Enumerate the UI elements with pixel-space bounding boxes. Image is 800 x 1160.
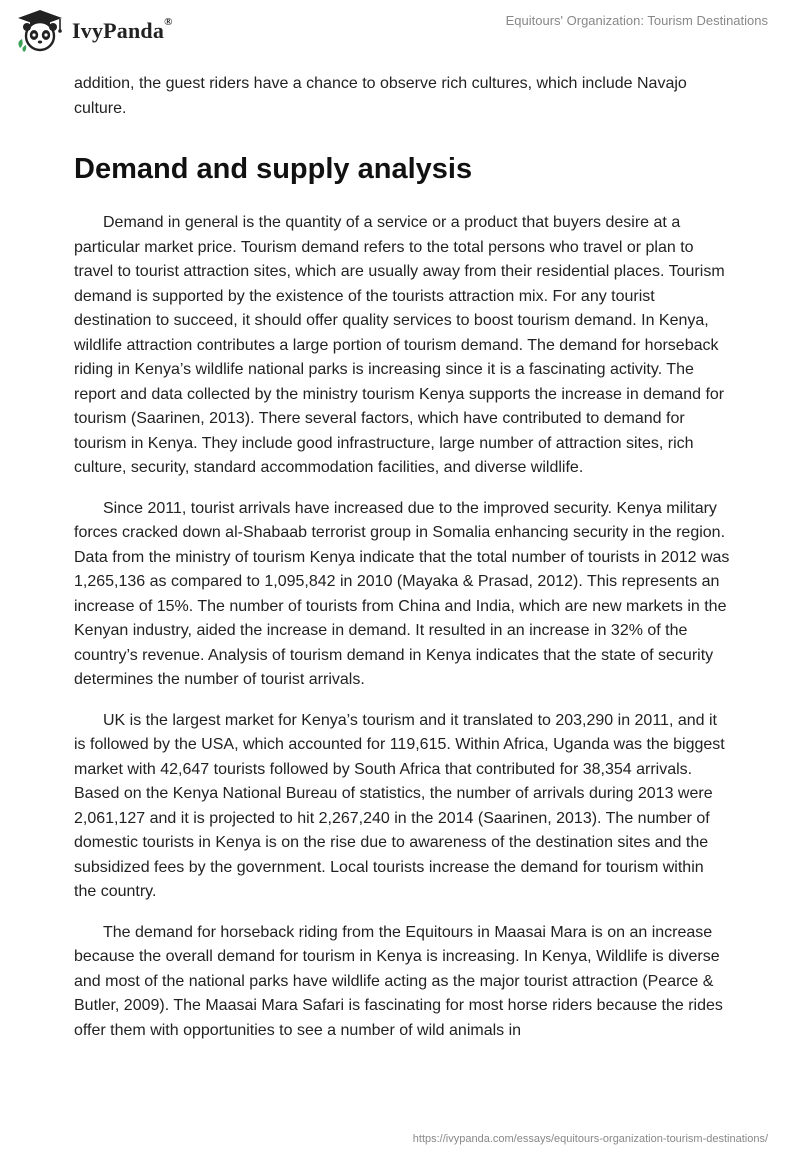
brand-name: IvyPanda® — [72, 16, 173, 43]
section-heading: Demand and supply analysis — [74, 153, 473, 185]
source-url[interactable]: https://ivypanda.com/essays/equitours-organization-tourism-destinations/ — [412, 1133, 768, 1145]
panda-graduate-icon — [14, 8, 66, 54]
page-header — [0, 0, 800, 70]
paragraph-4: The demand for horseback riding from the Equitours in Maasai Mara is on an increase because the overall demand for tourism in Kenya is increasing. In Kenya, Wildlife is diverse and most of the national parks have wildlife acting as the major tourist attraction (Pearce & Butler, 2009). The Maasai Mara Safari is fascinating for most horse riders because the rides offer them with opportunities to see a number of wild animals in — [74, 923, 723, 1039]
paragraph-1: Demand in general is the quantity of a service or a product that buyers desire at a particular market price. Tourism demand refers to the total persons who travel or plan to travel to tourist attraction sites, which are usually away from their residential places. Tourism demand is supported by the existence of the tourists attraction mix. For any tourist destination to succeed, it should offer quality services to boost tourism demand. In Kenya, wildlife attraction contributes a large portion of tourism demand. The demand for horseback riding in Kenya’s wildlife national parks is increasing since it is a fascinating activity. The report and data collected by the ministry tourism Kenya supports the increase in demand for tourism (Saarinen, 2013). There several factors, which have contributed to demand for tourism in Kenya. They include good infrastructure, large number of attraction sites, rich culture, security, standard accommodation facilities, and diverse wildlife. — [74, 214, 725, 476]
brand-logo[interactable] — [14, 8, 173, 54]
document-title: Equitours' Organization: Tourism Destinations — [505, 13, 768, 28]
lead-paragraph: addition, the guest riders have a chance to observe rich cultures, which include Navajo culture. — [74, 75, 687, 117]
paragraph-2: Since 2011, tourist arrivals have increased due to the improved security. Kenya military forces cracked down al-Shabaab terrorist group in Somalia enhancing security in the region. Data from the ministry of tourism Kenya indicate that the total number of tourists in 2012 was 1,265,136 as compared to 1,095,842 in 2010 (Mayaka & Prasad, 2012). This represents an increase of 15%. The number of tourists from China and India, which are new markets in the Kenyan industry, aided the increase in demand. It resulted in an increase in 32% of the country’s revenue. Analysis of tourism demand in Kenya indicates that the state of security determines the number of tourist arrivals. — [74, 499, 730, 688]
paragraph-3: UK is the largest market for Kenya’s tourism and it translated to 203,290 in 2011, and it is followed by the USA, which accounted for 119,615. Within Africa, Uganda was the biggest market with 42,647 tourists followed by South Africa that contributed for 38,354 arrivals. Based on the Kenya National Bureau of statistics, the number of arrivals during 2013 were 2,061,127 and it is projected to hit 2,267,240 in the 2014 (Saarinen, 2013). The number of domestic tourists in Kenya is on the rise due to awareness of the destination sites and the subsidized fees by the government. Local tourists increase the demand for tourism within the country. — [74, 711, 725, 900]
article-body — [74, 72, 730, 1043]
